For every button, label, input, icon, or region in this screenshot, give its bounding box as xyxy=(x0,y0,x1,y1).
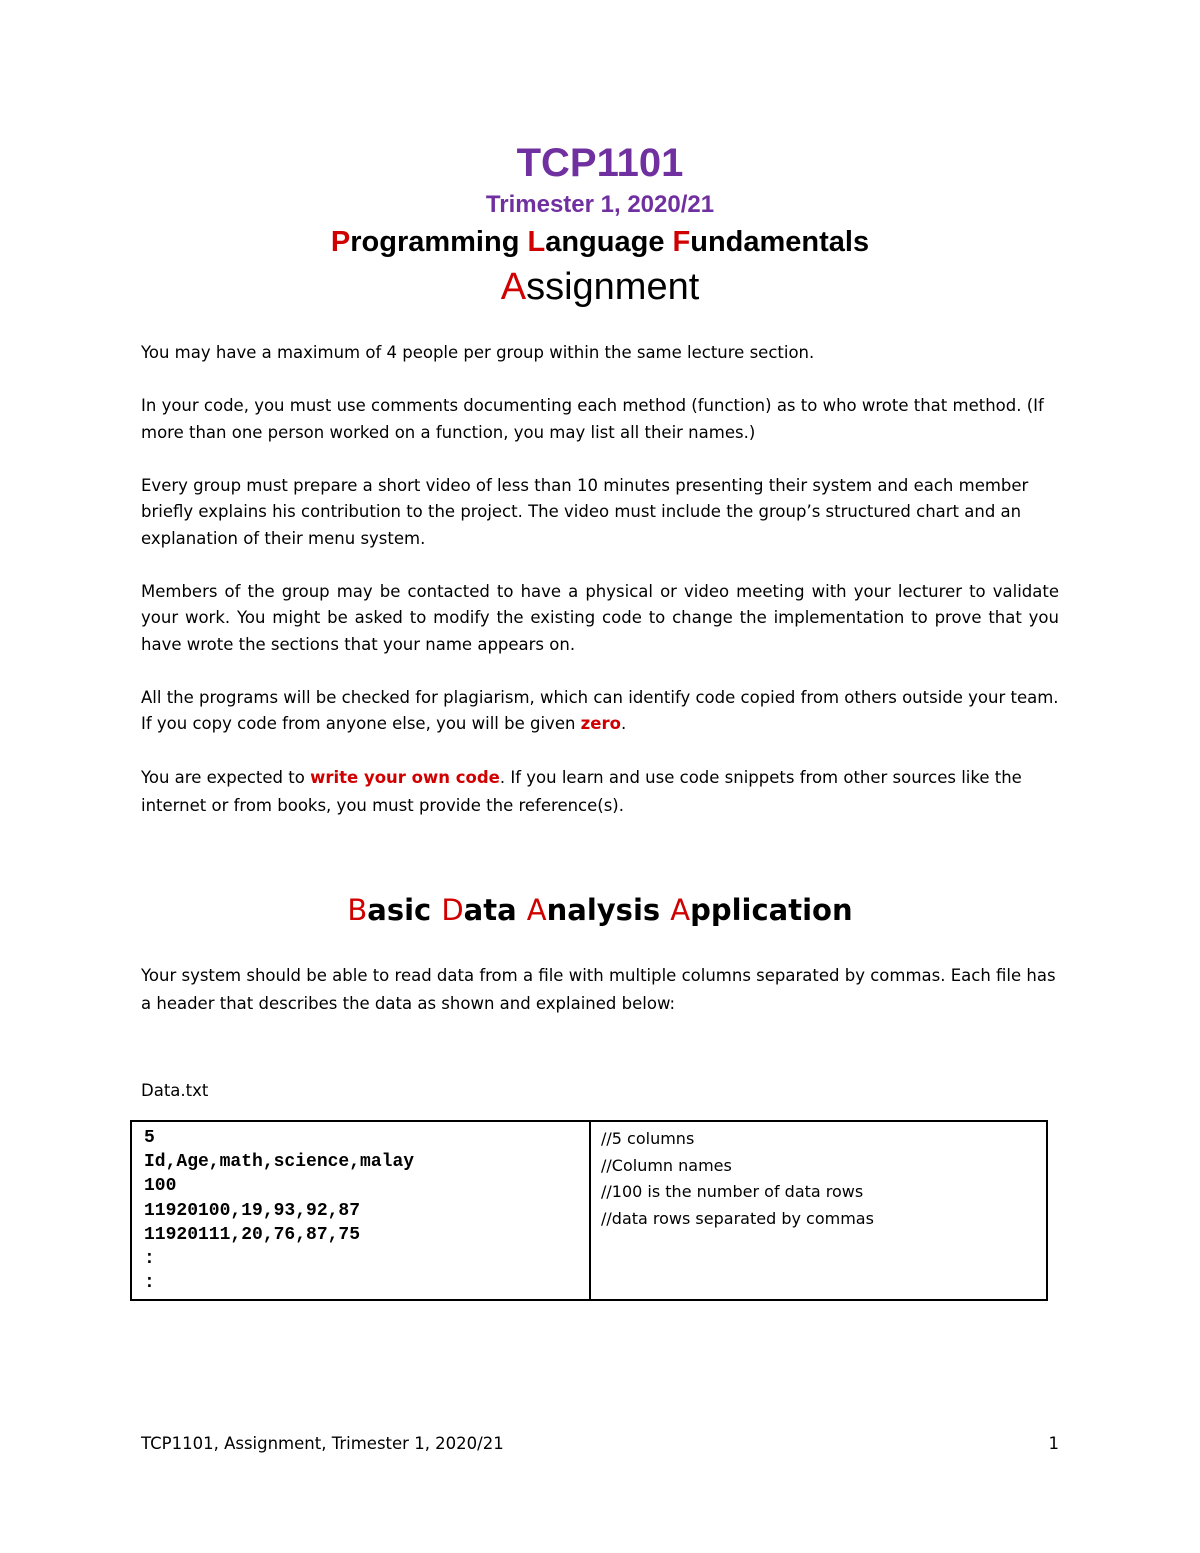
file-line: Id,Age,math,science,malay xyxy=(144,1152,415,1173)
comment-line: //100 is the number of data rows xyxy=(601,1182,864,1201)
course-name-part: anguage xyxy=(545,226,673,258)
rule-paragraph-meeting: Members of the group may be contacted to have a physical or video meeting with your lecturer to validate your work. You might be asked to modify the existing code to change the implementation to prove that you have wrote the sections that your name appears on. xyxy=(141,581,1059,654)
page-footer: TCP1101, Assignment, Trimester 1, 2020/21 xyxy=(141,1434,504,1453)
rule-paragraph-own-code xyxy=(141,764,1059,820)
own-code-emphasis: write your own code xyxy=(310,768,500,787)
rule-paragraph-plagiarism xyxy=(141,685,1059,738)
heading-word: nalysis xyxy=(546,893,671,927)
heading-word: pplication xyxy=(690,893,853,927)
rule-paragraph-video: Every group must prepare a short video of less than 10 minutes presenting their system and each member briefly explains his contribution to the project. The video must include the group’s structured chart and an explanation of their menu system. xyxy=(141,475,1029,548)
file-comment-cell xyxy=(590,1121,1047,1300)
course-name-initial-p: P xyxy=(330,226,351,258)
heading-initial-d: D xyxy=(441,893,464,927)
system-description: Your system should be able to read data from a file with multiple columns separated by commas. Each file has a header that describes the data as shown and explained below: xyxy=(141,966,1056,1013)
doc-type-initial: A xyxy=(500,266,527,308)
plagiarism-emphasis: zero xyxy=(580,714,621,733)
data-file-row xyxy=(131,1121,1047,1300)
comment-line: //5 columns xyxy=(601,1129,695,1148)
heading-word: ata xyxy=(463,893,527,927)
file-line: 5 xyxy=(144,1128,155,1148)
course-name-part: undamentals xyxy=(690,226,870,258)
file-line: : xyxy=(144,1249,155,1270)
own-code-text-end: . If you learn and use code snippets from other sources like the internet or from books, you must provide the reference(s). xyxy=(141,768,1022,815)
course-name-initial-f: F xyxy=(672,226,691,258)
file-name-label: Data.txt xyxy=(141,1081,209,1100)
heading-initial-b: B xyxy=(347,893,368,927)
own-code-text: You are expected to xyxy=(141,768,311,787)
course-name xyxy=(0,224,1200,260)
course-code: TCP1101 xyxy=(516,141,684,185)
plagiarism-text: All the programs will be checked for plagiarism, which can identify code copied from others outside your team. If you copy code from anyone else, you will be given xyxy=(141,687,1059,733)
file-line: 11920100,19,93,92,87 xyxy=(144,1200,361,1221)
doc-type-rest: ssignment xyxy=(526,266,700,308)
page-number: 1 xyxy=(1048,1434,1059,1453)
heading-initial-a: A xyxy=(526,893,547,927)
data-file-table xyxy=(130,1120,1048,1301)
heading-word: asic xyxy=(367,893,442,927)
comment-line: //Column names xyxy=(601,1155,732,1175)
rules-section xyxy=(141,340,1059,847)
rule-paragraph-group-size: You may have a maximum of 4 people per group within the same lecture section. xyxy=(141,343,815,362)
file-line: : xyxy=(144,1273,155,1294)
course-name-part: rogramming xyxy=(350,226,528,258)
rule-paragraph-comments: In your code, you must use comments documenting each method (function) as to who wrote that method. (If more than one person worked on a function, you may list all their names.) xyxy=(141,396,1044,442)
section-heading xyxy=(0,890,1200,930)
plagiarism-text-end: . xyxy=(620,714,627,733)
file-content-cell xyxy=(131,1121,590,1300)
document-type-title xyxy=(0,264,1200,310)
file-line: 11920111,20,76,87,75 xyxy=(144,1224,361,1245)
trimester-label: Trimester 1, 2020/21 xyxy=(485,191,715,218)
comment-line: //data rows separated by commas xyxy=(601,1208,874,1228)
heading-initial-a2: A xyxy=(670,893,691,927)
file-line: 100 xyxy=(144,1176,177,1197)
course-name-initial-l: L xyxy=(527,226,546,258)
